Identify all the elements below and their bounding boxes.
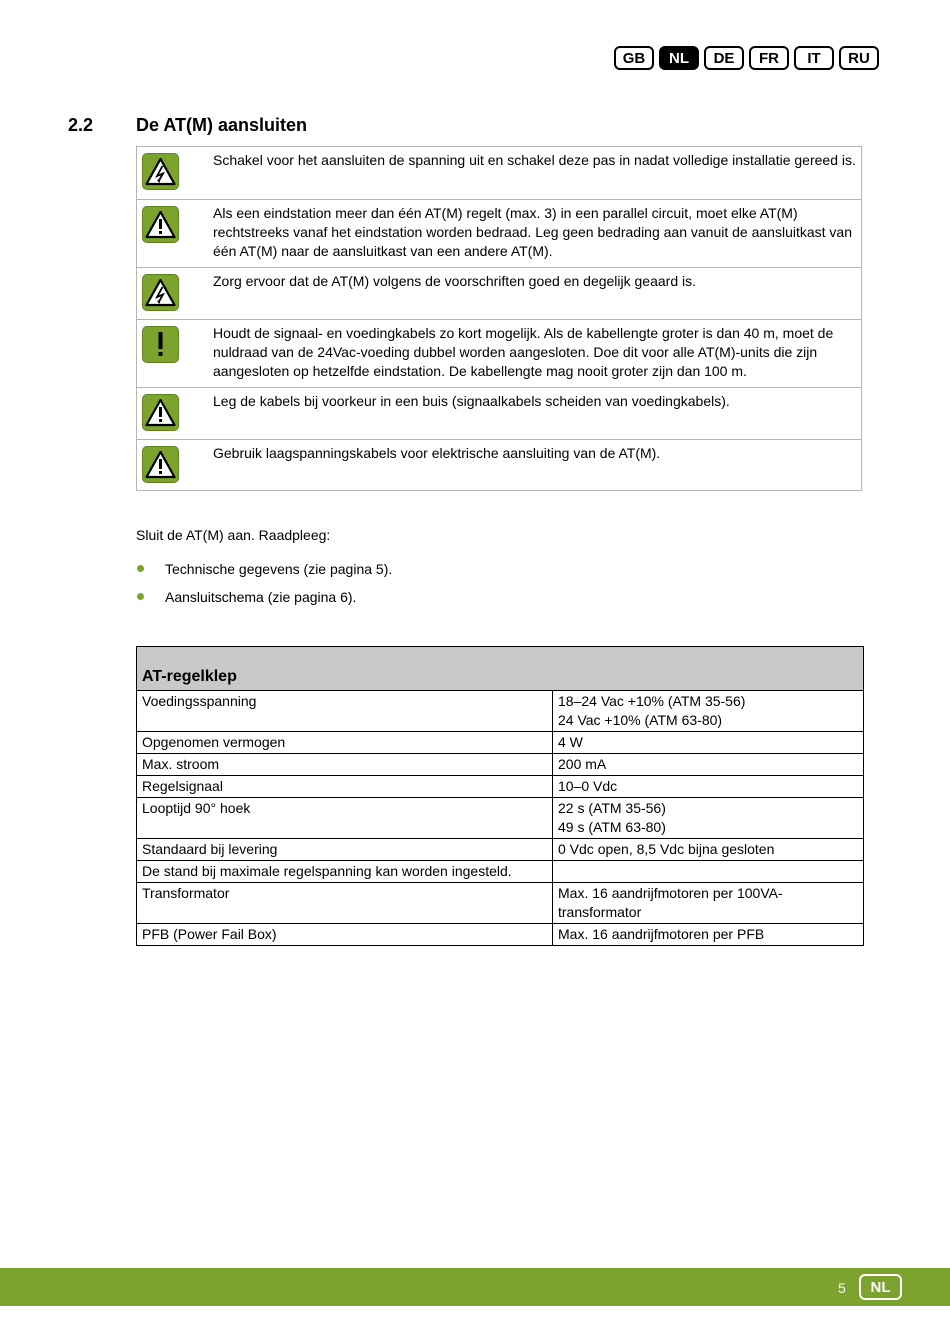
spec-value: 4 W (553, 732, 864, 754)
reference-list (136, 561, 392, 617)
list-item (136, 561, 392, 589)
table-row (137, 691, 864, 732)
warning-text: Als een eindstation meer dan één AT(M) regelt (max. 3) in een parallel circuit, moet elke AT(M) rechtstreeks vanaf het eindstation worden bedraad. Leg geen bedrading aan vanuit de aansluitkast van één AT(M) naar de aansluitkast van een andere AT(M). (213, 205, 852, 259)
table-row (137, 861, 864, 883)
warning-text: Gebruik laagspanningskabels voor elektrische aansluiting van de AT(M). (213, 445, 661, 461)
warning-row (137, 439, 861, 490)
spec-value (553, 861, 864, 883)
warning-row (137, 147, 861, 199)
electric-hazard-icon (142, 153, 179, 190)
warning-row (137, 267, 861, 319)
list-item-text: Aansluitschema (zie pagina 6). (165, 589, 357, 605)
warning-text: Houdt de signaal- en voedingkabels zo kort mogelijk. Als de kabellengte groter is dan 40 m, moet de nuldraad van de 24Vac-voeding dubbel worden aangesloten. Doe dit voor alle AT(M)-units die zijn aangesloten op hetzelfde eindstation. De kabellengte mag nooit groter zijn dan 100 m. (213, 325, 834, 379)
tab-language-nl[interactable]: NL (659, 46, 699, 70)
tab-language-de[interactable]: DE (704, 46, 744, 70)
warning-row (137, 387, 861, 439)
warning-text: Leg de kabels bij voorkeur in een buis (signaalkabels scheiden van voedingkabels). (213, 393, 730, 409)
warning-text: Schakel voor het aansluiten de spanning uit en schakel deze pas in nadat volledige installatie gereed is. (213, 152, 856, 168)
spec-value: 0 Vdc open, 8,5 Vdc bijna gesloten (553, 839, 864, 861)
spec-table (136, 646, 864, 946)
spec-value: 200 mA (553, 754, 864, 776)
spec-value: Max. 16 aandrijfmotoren per 100VA- transformator (553, 883, 864, 924)
table-row (137, 776, 864, 798)
list-item-text: Technische gegevens (zie pagina 5). (165, 561, 393, 577)
footer-language-badge: NL (859, 1274, 902, 1300)
spec-label: Opgenomen vermogen (137, 732, 553, 754)
page-number: 5 (838, 1280, 846, 1296)
spec-label: Looptijd 90° hoek (137, 798, 553, 839)
spec-value: 18–24 Vac +10% (ATM 35-56) 24 Vac +10% (ATM 63-80) (553, 691, 864, 732)
tab-language-fr[interactable]: FR (749, 46, 789, 70)
spec-label: Regelsignaal (137, 776, 553, 798)
table-row (137, 924, 864, 946)
language-selector (614, 46, 879, 70)
spec-value: Max. 16 aandrijfmotoren per PFB (553, 924, 864, 946)
spec-value: 22 s (ATM 35-56) 49 s (ATM 63-80) (553, 798, 864, 839)
section-number: 2.2 (68, 115, 94, 135)
warning-row (137, 319, 861, 387)
warning-row (137, 199, 861, 267)
table-row (137, 732, 864, 754)
list-item (136, 589, 392, 617)
table-row (137, 798, 864, 839)
warning-triangle-icon (142, 206, 179, 243)
bullet-dot-icon (137, 593, 144, 600)
bullet-dot-icon (137, 565, 144, 572)
exclamation-icon (142, 326, 179, 363)
spec-table-title: AT-regelklep (137, 647, 864, 691)
tab-language-it[interactable]: IT (794, 46, 834, 70)
warnings-table (136, 146, 862, 491)
spec-label: De stand bij maximale regelspanning kan worden ingesteld. (137, 861, 553, 883)
section-title: De AT(M) aansluiten (136, 115, 308, 135)
spec-label: Transformator (137, 883, 553, 924)
electric-hazard-icon (142, 274, 179, 311)
spec-label: Max. stroom (137, 754, 553, 776)
spec-label: Voedingsspanning (137, 691, 553, 732)
warning-text: Zorg ervoor dat de AT(M) volgens de voorschriften goed en degelijk geaard is. (213, 273, 696, 289)
intro-text: Sluit de AT(M) aan. Raadpleeg: (136, 527, 331, 543)
spec-label: Standaard bij levering (137, 839, 553, 861)
spec-value: 10–0 Vdc (553, 776, 864, 798)
footer-bar (0, 1268, 950, 1306)
warning-triangle-icon (142, 446, 179, 483)
table-row (137, 754, 864, 776)
tab-language-ru[interactable]: RU (839, 46, 879, 70)
table-row (137, 839, 864, 861)
table-row (137, 883, 864, 924)
spec-label: PFB (Power Fail Box) (137, 924, 553, 946)
warning-triangle-icon (142, 394, 179, 431)
tab-language-gb[interactable]: GB (614, 46, 654, 70)
